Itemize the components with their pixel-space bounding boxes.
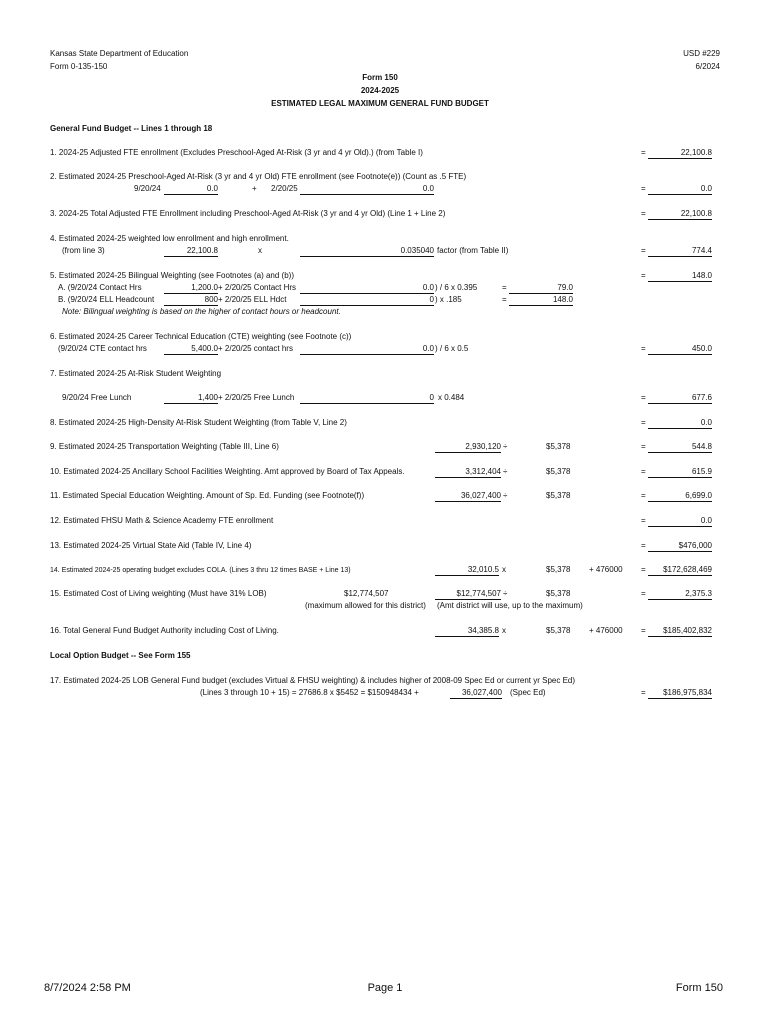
line4-sub: (from line 3) [62,246,105,255]
section-title-general-fund: General Fund Budget -- Lines 1 through 18 [50,124,213,133]
line10-result: 615.9 [648,467,712,478]
line1-eq: = [641,148,646,157]
line4-result: 774.4 [648,246,712,257]
line10-op: ÷ [503,467,508,476]
line2-label-a: 9/20/24 [134,184,161,193]
line6-value: 5,400.0 [164,344,218,355]
line15-result: 2,375.3 [648,589,712,600]
line10-eq: = [641,467,646,476]
line6-label: (9/20/24 CTE contact hrs [58,344,147,353]
line15-eq: = [641,589,646,598]
line12-eq: = [641,516,646,525]
line2-value-a: 0.0 [164,184,218,195]
line15-base: $5,378 [546,589,571,598]
line7-value: 1,400 [164,393,218,404]
section-title-local-option: Local Option Budget -- See Form 155 [50,651,191,660]
line17-value: 36,027,400 [450,688,502,699]
line5a-label: A. (9/20/24 Contact Hrs [58,283,142,292]
district-id: USD #229 [683,49,720,58]
line4-times: x [258,246,262,255]
line5a-tail: ) / 6 x 0.395 [435,283,478,292]
line9-text: 9. Estimated 2024-25 Transportation Weighting (Table III, Line 6) [50,442,279,451]
org-name: Kansas State Department of Education [50,49,189,58]
line14-plus: + 476000 [589,565,623,574]
line7-tail: x 0.484 [438,393,465,402]
line10-text: 10. Estimated 2024-25 Ancillary School Facilities Weighting. Amt approved by Board of Tax Appeals. [50,467,405,476]
line9-op: ÷ [503,442,508,451]
line9-value: 2,930,120 [435,442,501,453]
line5b-value2: 0 [300,295,434,306]
line5a-value2: 0.0 [300,283,434,294]
footer-timestamp: 8/7/2024 2:58 PM [44,982,131,994]
line6-eq: = [641,344,646,353]
line7-value2: 0 [300,393,434,404]
line1-text: 1. 2024-25 Adjusted FTE enrollment (Excludes Preschool-Aged At-Risk (3 yr and 4 yr Old).) (from Table I) [50,148,423,157]
line6-result: 450.0 [648,344,712,355]
main-title: ESTIMATED LEGAL MAXIMUM GENERAL FUND BUDGET [271,99,489,108]
line5-result: 148.0 [648,271,712,282]
line7-eq: = [641,393,646,402]
line14-base: $5,378 [546,565,571,574]
line11-eq: = [641,491,646,500]
line14-op: x [502,565,506,574]
line12-text: 12. Estimated FHSU Math & Science Academy FTE enrollment [50,516,274,525]
line2-text: 2. Estimated 2024-25 Preschool-Aged At-Risk (3 yr and 4 yr Old) FTE enrollment (see Footnote(e)) (Count as .5 FTE) [50,172,467,181]
line17-tail: (Spec Ed) [510,688,546,697]
line3-text: 3. 2024-25 Total Adjusted FTE Enrollment including Preschool-Aged At-Risk (3 yr and 4 yr Old) (Line 1 + Line 2) [50,209,446,218]
line8-result: 0.0 [648,418,712,429]
form-date: 6/2024 [695,62,720,71]
fiscal-year: 2024-2025 [360,86,400,95]
line5a-mid: + 2/20/25 Contact Hrs [218,283,297,292]
line7-mid: + 2/20/25 Free Lunch [218,393,295,402]
line5-text: 5. Estimated 2024-25 Bilingual Weighting (see Footnotes (a) and (b)) [50,271,294,280]
line5b-value: 800 [164,295,218,306]
line14-result: $172,628,469 [648,565,712,576]
line5-note: Note: Bilingual weighting is based on the higher of contact hours or headcount. [62,307,341,316]
line5a-result: 79.0 [509,283,573,294]
line4-value: 22,100.8 [164,246,218,257]
line7-result: 677.6 [648,393,712,404]
line6-tail: ) / 6 x 0.5 [435,344,469,353]
line6-value2: 0.0 [300,344,434,355]
line3-eq: = [641,209,646,218]
line15-text: 15. Estimated Cost of Living weighting (Must have 31% LOB) [50,589,267,598]
line10-value: 3,312,404 [435,467,501,478]
line1-result: 22,100.8 [648,148,712,159]
line6-mid: + 2/20/25 contact hrs [218,344,293,353]
line11-result: 6,699.0 [648,491,712,502]
line7-label: 9/20/24 Free Lunch [62,393,132,402]
line16-eq: = [641,626,646,635]
line16-text: 16. Total General Fund Budget Authority including Cost of Living. [50,626,279,635]
line15-note-use: (Amt district will use, up to the maximum) [437,601,583,610]
line16-base: $5,378 [546,626,571,635]
line15-note-max: (maximum allowed for this district) [305,601,426,610]
line11-value: 36,027,400 [435,491,501,502]
line2-value-b: 0.0 [300,184,434,195]
line16-value: 34,385.8 [435,626,499,637]
line17-result: $186,975,834 [648,688,712,699]
line5b-mid: + 2/20/25 ELL Hdct [218,295,287,304]
line16-plus: + 476000 [589,626,623,635]
line15-op: ÷ [503,589,508,598]
line17-text: 17. Estimated 2024-25 LOB General Fund budget (excludes Virtual & FHSU weighting) & includes higher of 2008-09 Spec Ed or current yr Spec Ed) [50,676,576,685]
line5b-result: 148.0 [509,295,573,306]
line13-result: $476,000 [648,541,712,552]
line5a-value: 1,200.0 [164,283,218,294]
line16-op: x [502,626,506,635]
line4-factor-label: factor (from Table II) [437,246,509,255]
line15-value: $12,774,507 [435,589,501,600]
line16-result: $185,402,832 [648,626,712,637]
line9-result: 544.8 [648,442,712,453]
line4-eq: = [641,246,646,255]
line2-result: 0.0 [648,184,712,195]
line9-base: $5,378 [546,442,571,451]
line12-result: 0.0 [648,516,712,527]
line4-factor: 0.035040 [300,246,434,257]
footer-form-name: Form 150 [675,982,723,994]
line15-max: $12,774,507 [344,589,389,598]
line11-base: $5,378 [546,491,571,500]
line11-op: ÷ [503,491,508,500]
line2-label-b: 2/20/25 [271,184,298,193]
line14-text: 14. Estimated 2024-25 operating budget excludes COLA. (Lines 3 thru 12 times BASE + Line 13) [50,567,351,574]
line17-eq: = [641,688,646,697]
line13-eq: = [641,541,646,550]
line13-text: 13. Estimated 2024-25 Virtual State Aid (Table IV, Line 4) [50,541,252,550]
line5b-tail: ) x .185 [435,295,462,304]
line5-eq: = [641,271,646,280]
line8-text: 8. Estimated 2024-25 High-Density At-Risk Student Weighting (from Table V, Line 2) [50,418,347,427]
line17-sub: (Lines 3 through 10 + 15) = 27686.8 x $5452 = $150948434 + [200,688,419,697]
line14-eq: = [641,565,646,574]
line5a-eq: = [502,283,507,292]
form-title: Form 150 [362,73,398,82]
line6-text: 6. Estimated 2024-25 Career Technical Education (CTE) weighting (see Footnote (c)) [50,332,352,341]
line9-eq: = [641,442,646,451]
form-code: Form 0-135-150 [50,62,108,71]
line11-text: 11. Estimated Special Education Weighting. Amount of Sp. Ed. Funding (see Footnote(f)) [50,491,365,500]
line8-eq: = [641,418,646,427]
line5b-label: B. (9/20/24 ELL Headcount [58,295,155,304]
line7-text: 7. Estimated 2024-25 At-Risk Student Weighting [50,369,222,378]
footer-page-number: Page 1 [367,982,403,994]
line14-value: 32,010.5 [435,565,499,576]
line2-plus: + [252,184,257,193]
line2-eq: = [641,184,646,193]
line4-text: 4. Estimated 2024-25 weighted low enrollment and high enrollment. [50,234,289,243]
line3-result: 22,100.8 [648,209,712,220]
line10-base: $5,378 [546,467,571,476]
line5b-eq: = [502,295,507,304]
